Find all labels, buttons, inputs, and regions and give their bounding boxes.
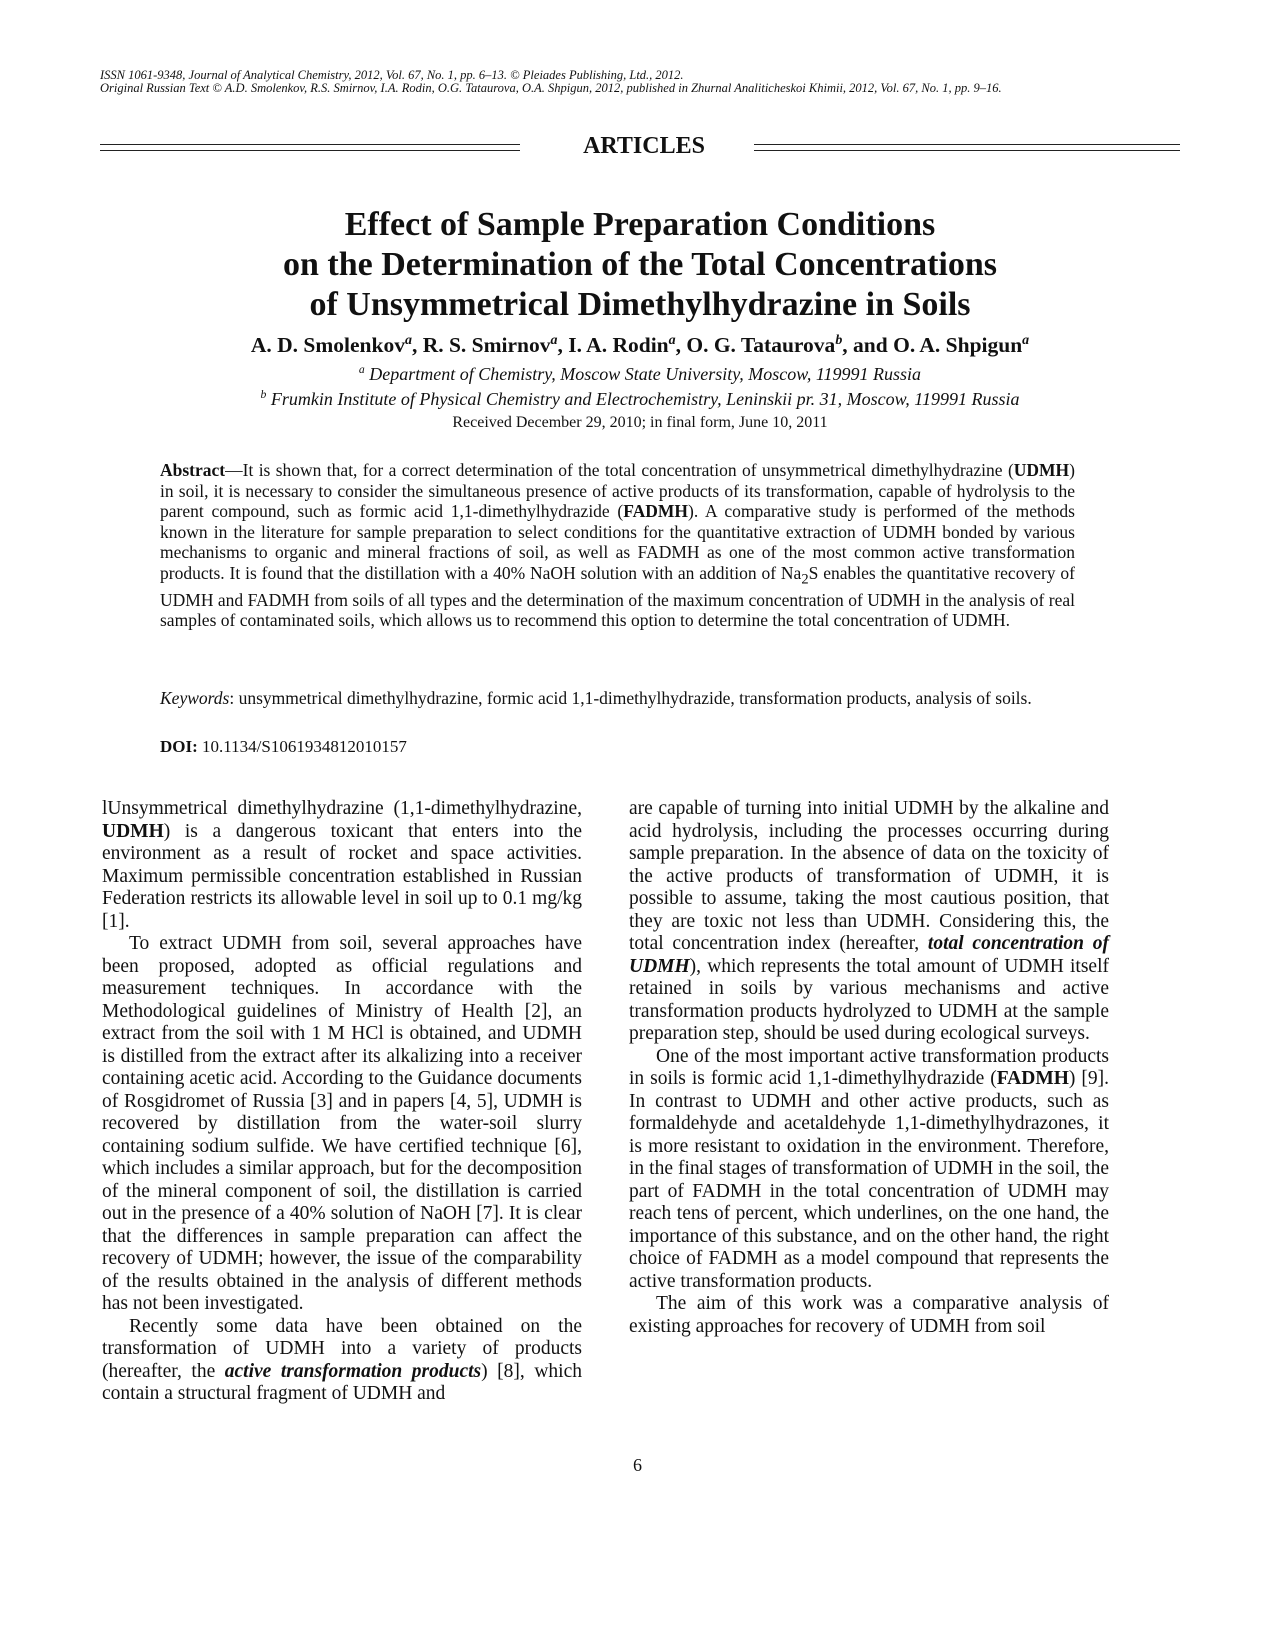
text-run: lUnsymmetrical dimethylhydrazine (1,1-dimethylhydrazine, [102,798,582,819]
paragraph [629,798,1109,1046]
abstract-text: S enables the quantitative recovery of UDMH and FADMH from soils of all types and the determination of the maximum concentration of UDMH in the analysis of real samples of contaminated soils, which allows us to recommend this option to determine the total concentration of UDMH. [160,562,1075,630]
affiliation-mark: a [1022,332,1030,348]
abstract-text: ) in soil, it is necessary to consider the simultaneous presence of active products of its transformation, capable of hydrolysis to the parent compound, such as formic acid 1,1-dimethylhydrazide ( [160,460,1075,521]
section-label: ARTICLES [583,133,705,159]
keywords-text: : unsymmetrical dimethylhydrazine, formic acid 1,1-dimethylhydrazide, transformation products, analysis of soils. [229,688,1032,708]
author-name: I. A. Rodin [568,333,669,357]
text-run: ) is a dangerous toxicant that enters into the environment as a result of rocket and space activities. Maximum permissible concentration established in Russian Federation restricts its allowable level in soil up to 0.1 mg/kg [1]. [102,820,582,932]
doi-value: 10.1134/S1061934812010157 [197,737,407,756]
affiliation-b [150,389,1130,410]
keywords [160,688,1075,709]
keywords-label: Keywords [160,688,230,708]
author-separator: , and [842,333,894,357]
affiliation-text: Department of Chemistry, Moscow State University, Moscow, 119991 Russia [369,364,922,384]
emphasis-term: active transformation products [224,1360,482,1382]
affiliation-mark: a [550,332,558,348]
page-number: 6 [633,1455,642,1475]
affiliation-mark: a [358,363,365,376]
article-title [150,205,1130,325]
author-name: A. D. Smolenkov [250,333,405,357]
abstract-text: ). A comparative study is performed of the methods known in the literature for sample preparation to select conditions for the quantitative extraction of UDMH bonded by various mechanisms to organic and mineral fractions of soil, as well as FADMH as one of the most common active transformation products. It is found that the distillation with a 40% NaOH solution with an addition of Na [160,501,1075,583]
title-line: on the Determination of the Total Concentrations [283,246,997,283]
author-separator: , [411,333,423,357]
abstract [160,460,1075,631]
author-name: O. G. Tataurova [686,333,836,357]
author-list [150,333,1130,358]
original-text-note: Original Russian Text © A.D. Smolenkov, R.S. Smirnov, I.A. Rodin, O.G. Tataurova, O.A. Shpigun, 2012, published in Zhurnal Analiticheskoi Khimii, 2012, Vol. 67, No. 1, pp. 9–16. [100,81,1002,95]
doi-label: DOI: [160,737,198,756]
text-run: One of the most important active transformation products in soils is formic acid 1,1-dimethylhydrazide ( [629,1045,1109,1089]
text-run: Recently some data have been obtained on the transformation of UDMH into a variety of products (hereafter, the [102,1315,582,1382]
paragraph: To extract UDMH from soil, several approaches have been proposed, adopted as official regulations and measurement techniques. In accordance with the Methodological guidelines of Ministry of Health [2], an extract from the soil with 1 M HCl is obtained, and UDMH is distilled from the extract after its alkalizing into a receiver containing acetic acid. According to the Guidance documents of Rosgidromet of Russia [3] and in papers [4, 5], UDMH is recovered by distillation from the water-soil slurry containing sodium sulfide. We have certified technique [6], which includes a similar approach, but for the decomposition of the mineral component of soil, the distillation is carried out in the presence of a 40% solution of NaOH [7]. It is clear that the differences in sample preparation can affect the recovery of UDMH; however, the issue of the comparability of the results obtained in the analysis of different methods has not been investigated. [102,933,582,1314]
double-rule-left [100,144,520,151]
paragraph [629,1046,1109,1294]
text-run: ) [9]. In contrast to UDMH and other active products, such as formaldehyde and acetaldehyde 1,1-dimethylhydrazones, it is more resistant to oxidation in the environment. Therefore, in the final stages of transformation of UDMH in the soil, the part of FADMH in the total concentration of UDMH may reach tens of percent, which underlines, on the one hand, the importance of this substance, and on the other hand, the right choice of FADMH as a model compound that represents the active transformation products. [629,1068,1109,1292]
paragraph: The aim of this work was a comparative analysis of existing approaches for recovery of UDMH from soil [629,1293,1109,1337]
text-run: ) [8], which contain a structural fragment of UDMH and [102,1360,582,1404]
abstract-bold-term: UDMH [1013,460,1070,480]
affiliation-mark: a [668,332,676,348]
section-divider [100,133,1180,160]
title-line: Effect of Sample Preparation Conditions [344,206,936,243]
text-run: are capable of turning into initial UDMH by the alkaline and acid hydrolysis, including the processes occurring during sample preparation. In the absence of data on the toxicity of the active products of transformation of UDMH, it is possible to assume, taking the most cautious position, that they are toxic not less than UDMH. Considering this, the total concentration index (hereafter, [629,798,1109,954]
received-dates: Received December 29, 2010; in final form, June 10, 2011 [452,414,828,431]
body-column-left [102,798,582,1406]
author-name: O. A. Shpigun [893,333,1023,357]
abstract-text: It is shown that, for a correct determination of the total concentration of unsymmetrical dimethylhydrazine ( [242,460,1014,480]
title-line: of Unsymmetrical Dimethylhydrazine in Soils [309,286,971,323]
paragraph [102,798,582,933]
affiliation-text: Frumkin Institute of Physical Chemistry and Electrochemistry, Leninskii pr. 31, Moscow, 119991 Russia [270,389,1020,409]
paragraph [102,1316,582,1406]
abstract-bold-term: FADMH [623,501,689,521]
affiliation-mark: b [835,332,843,348]
affiliation-mark: b [260,388,267,401]
text-run: ), which represents the total amount of UDMH itself retained in soils by various mechanisms and active transformation products hydrolyzed to UDMH at the sample preparation step, should be used during ecological surveys. [629,955,1109,1044]
abstract-label: Abstract [160,460,226,480]
journal-citation: ISSN 1061-9348, Journal of Analytical Chemistry, 2012, Vol. 67, No. 1, pp. 6–13. © Pleiades Publishing, Ltd., 2012. [100,68,684,82]
author-separator: , [557,333,569,357]
subscript: 2 [801,571,809,587]
double-rule-right [754,144,1180,151]
abstract-dash: — [225,460,243,480]
author-separator: , [675,333,687,357]
affiliation-a [150,364,1130,385]
author-name: R. S. Smirnov [422,333,551,357]
journal-header [100,69,1180,95]
emphasis-term: total concentration of UDMH [629,933,1109,977]
doi [160,737,407,757]
bold-term: FADMH [996,1068,1069,1089]
bold-term: UDMH [102,820,164,842]
affiliation-mark: a [404,332,412,348]
body-column-right [629,798,1109,1338]
